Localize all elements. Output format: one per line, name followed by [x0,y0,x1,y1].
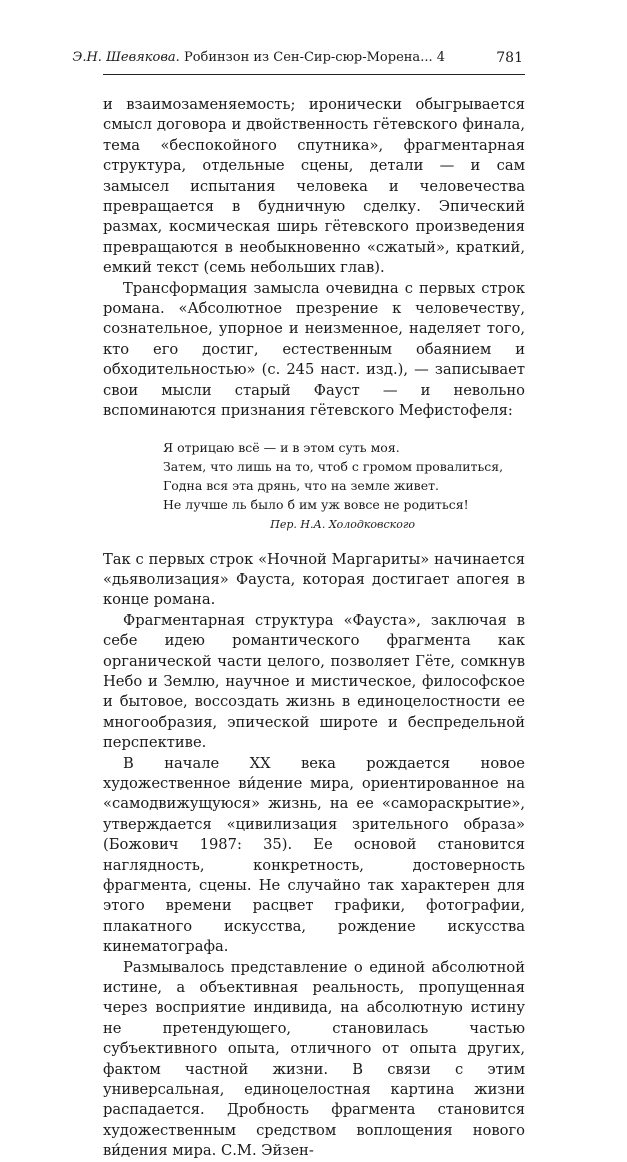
header-title: Робинзон из Сен-Сир-сюр-Морена... 4 [183,50,445,65]
paragraph-continued: и взаимозаменяемость; иронически обыгрывается смысл договора и двойственность гётевского финала, тема «беспокойного спутника», фрагментарная структура, отдельные сцены, детали — и сам замысел испытания человека и человечества превращается в будничную сделку. Эпический размах, космическая ширь гётевского произведения превращаются в необыкновенно «сжатый», краткий, емкий текст (семь небольших глав). [103,96,525,277]
running-header [72,48,523,68]
poem-line: Годна вся эта дрянь, что на земле живет. [163,477,440,493]
paragraph: Размывалось представление о единой абсолютной истине, а объективная реальность, пропущенная через восприятие индивида, на абсолютную истину не претендующего, становилась частью субъективного опыта, отличного от опыта других, фактом частной жизни. В связи с этим универсальная, единоцелостная картина жизни распадается. Дробность фрагмента становится художественным средством воплощения нового ви́дения мира. С.М. Эйзен- [103,958,525,1160]
paragraph: Фрагментарная структура «Фауста», заключая в себе идею романтического фрагмента как органической части целого, позволяет Гёте, сомкнув Небо и Землю, научное и мистическое, философское и бытовое, воссоздать жизнь в единоцелостности ее многообразия, эпической широте и беспредельной перспективе. [103,611,525,752]
running-title [72,48,445,68]
paragraph: Трансформация замысла очевидна с первых строк романа. «Абсолютное презрение к человечеству, сознательное, упорное и неизменное, наделяет того, кто его достиг, естественным обаянием и обходительностью» (с. 245 наст. изд.), — записывает свои мысли старый Фауст — и невольно вспоминаются признания гётевского Мефистофеля: [103,279,525,420]
poem-line: Я отрицаю всё — и в этом суть моя. [163,439,400,455]
poem-line: Затем, что лишь на то, чтоб с громом провалиться, [163,458,504,474]
header-author: Э.Н. Шевякова. [72,50,180,65]
header-rule [103,74,525,75]
poem-quote [163,438,525,534]
paragraph: В начале XX века рождается новое художественное ви́дение мира, ориентированное на «самодвижущуюся» жизнь, на ее «самораскрытие», утверждается «цивилизация зрительного образа» (Божович 1987: 35). Ее основой становится наглядность, конкретность, достоверность фрагмента, сцены. Не случайно так характерен для этого времени расцвет графики, фотографии, плакатного искусства, рождение искусства кинематографа. [103,754,525,956]
poem-line: Не лучше ль было б им уж вовсе не родиться! [163,496,469,512]
poem-attribution: Пер. Н.А. Холодковского [270,517,415,531]
body-text [103,95,525,1162]
page-number: 781 [496,50,523,66]
paragraph: Так с первых строк «Ночной Маргариты» начинается «дьяволизация» Фауста, которая достигает апогея в конце романа. [103,550,525,609]
